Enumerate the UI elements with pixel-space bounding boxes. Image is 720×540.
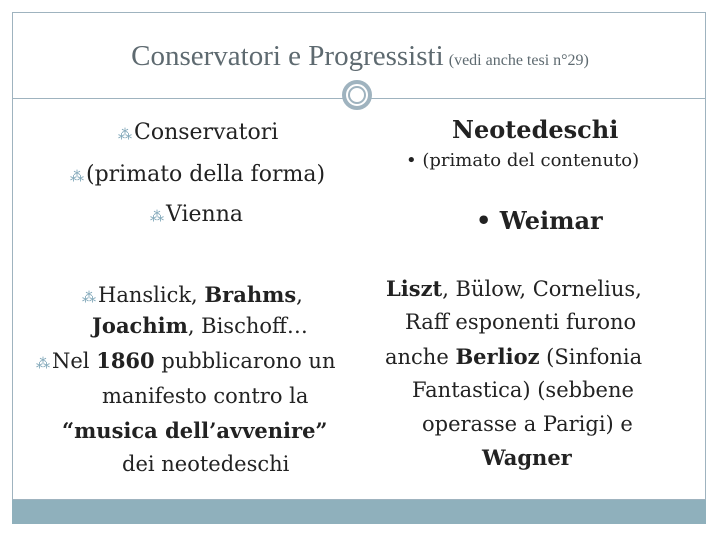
- left-names-text: Hanslick,: [98, 283, 205, 307]
- brahms-name: Brahms: [204, 282, 297, 307]
- title-subtitle: (vedi anche tesi n°29): [448, 52, 589, 69]
- year-1860: 1860: [96, 348, 155, 373]
- left-comma: ,: [296, 283, 303, 307]
- berlioz-name: Berlioz: [455, 344, 540, 369]
- bullet-icon: ⁂: [36, 356, 50, 372]
- right-operasse-line: operasse a Parigi) e: [422, 412, 633, 436]
- left-names-line1: [82, 282, 303, 307]
- bullet-icon: ⁂: [82, 290, 96, 306]
- title-main: Conservatori e Progressisti: [131, 40, 444, 72]
- liszt-rest: , Bülow, Cornelius,: [442, 277, 642, 301]
- right-subtitle: • (primato del contenuto): [406, 150, 640, 171]
- left-city: [150, 202, 243, 227]
- bullet-icon: ⁂: [70, 169, 84, 185]
- bullet-icon: ⁂: [118, 127, 132, 143]
- sinfonia-text: (Sinfonia: [539, 345, 643, 369]
- left-musica-line: “musica dell’avvenire”: [62, 418, 328, 443]
- left-subtitle: [70, 162, 325, 187]
- pubblicarono-text: pubblicarono un: [154, 349, 336, 373]
- slide-title: [0, 40, 720, 73]
- left-names-line2: [92, 313, 308, 338]
- right-city: • Weimar: [476, 206, 603, 235]
- left-city-text: Vienna: [166, 202, 244, 227]
- footer-bar: [12, 500, 706, 524]
- bullet-icon: ⁂: [150, 209, 164, 225]
- left-names2-rest: , Bischoff…: [187, 314, 308, 338]
- circle-ornament-icon: [342, 80, 372, 110]
- joachim-name: Joachim: [92, 313, 188, 338]
- left-nel-line: [36, 348, 335, 373]
- right-berlioz-line: [385, 344, 642, 369]
- left-manifesto-line: manifesto contro la: [102, 384, 309, 408]
- right-liszt-line: [386, 276, 642, 301]
- left-subtitle-text: (primato della forma): [86, 162, 326, 187]
- left-heading: [118, 120, 278, 145]
- nel-text: Nel: [52, 349, 97, 373]
- right-raff-line: Raff esponenti furono: [405, 310, 637, 334]
- right-heading: Neotedeschi: [452, 115, 619, 144]
- liszt-name: Liszt: [386, 276, 443, 301]
- anche-text: anche: [385, 345, 456, 369]
- right-fantastica-line: Fantastica) (sebbene: [412, 378, 634, 402]
- right-wagner-line: Wagner: [482, 445, 572, 470]
- left-heading-text: Conservatori: [134, 120, 279, 145]
- left-dei-line: dei neotedeschi: [122, 452, 290, 476]
